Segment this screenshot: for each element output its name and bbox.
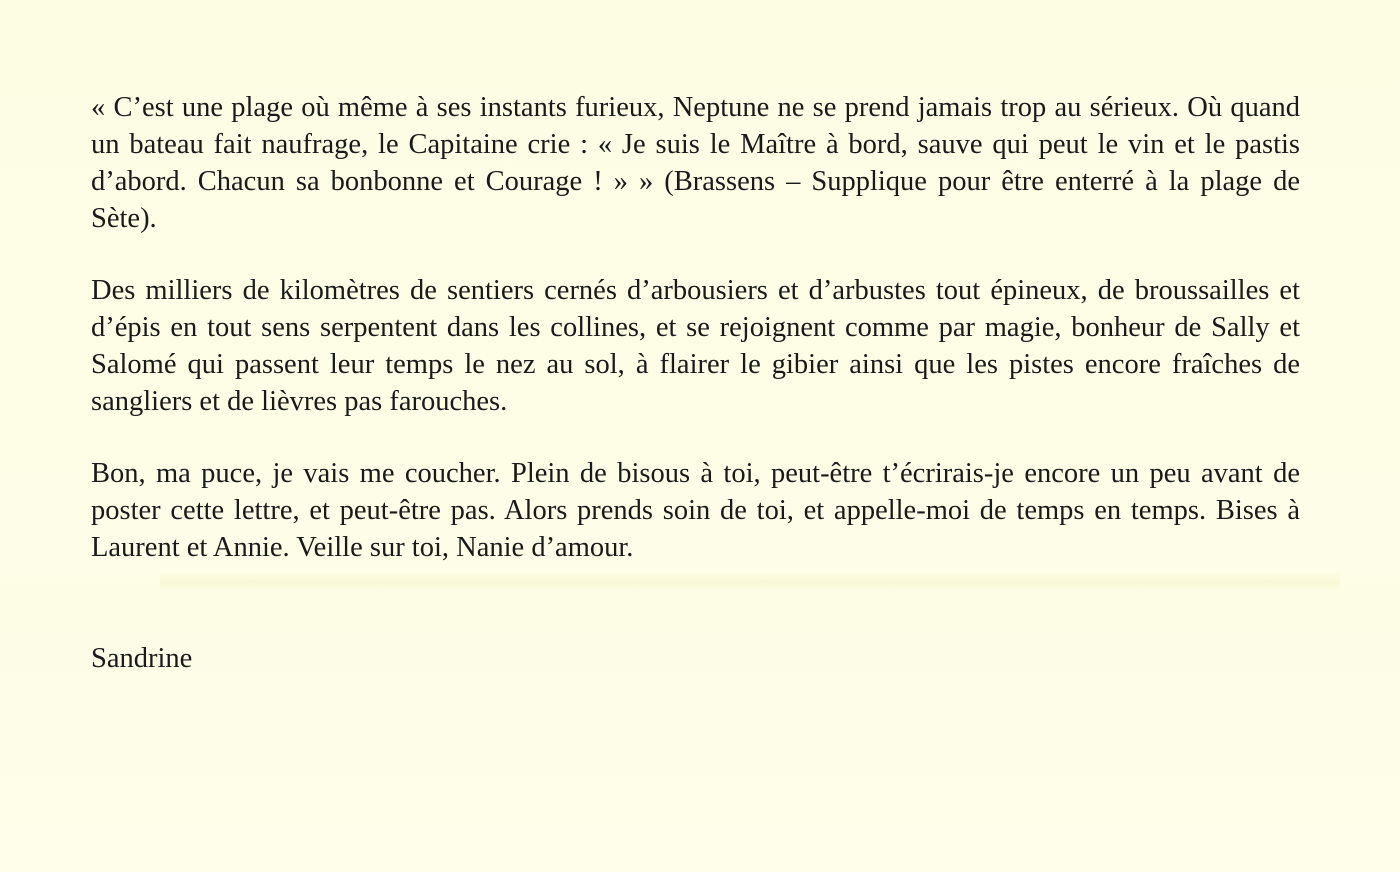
signature: Sandrine [91,643,193,674]
paragraph-closing: Bon, ma puce, je vais me coucher. Plein de bisous à toi, peut-être t’écrirais-je encore un peu avant de poster cette lettre, et peut-être pas. Alors prends soin de toi, et appelle-moi de temps en temps. Bises à Laurent et Annie. Veille sur toi, Nanie d’amour. [91,458,1300,563]
paragraph-brassens-quote: « C’est une plage où même à ses instants furieux, Neptune ne se prend jamais trop au sérieux. Où quand un bateau fait naufrage, le Capitaine crie : « Je suis le Maître à bord, sauve qui peut le vin et le pastis d’abord. Chacun sa bonbonne et Courage ! » » (Brassens – Supplique pour être enterré à la plage de Sète). [91,92,1300,234]
letter-body [91,89,1300,601]
paragraph-sentiers: Des milliers de kilomètres de sentiers cernés d’arbousiers et d’arbustes tout épineux, de broussailles et d’épis en tout sens serpentent dans les collines, et se rejoignent comme par magie, bonheur de Sally et Salomé qui passent leur temps le nez au sol, à flairer le gibier ainsi que les pistes encore fraîches de sangliers et de lièvres pas farouches. [91,275,1300,417]
